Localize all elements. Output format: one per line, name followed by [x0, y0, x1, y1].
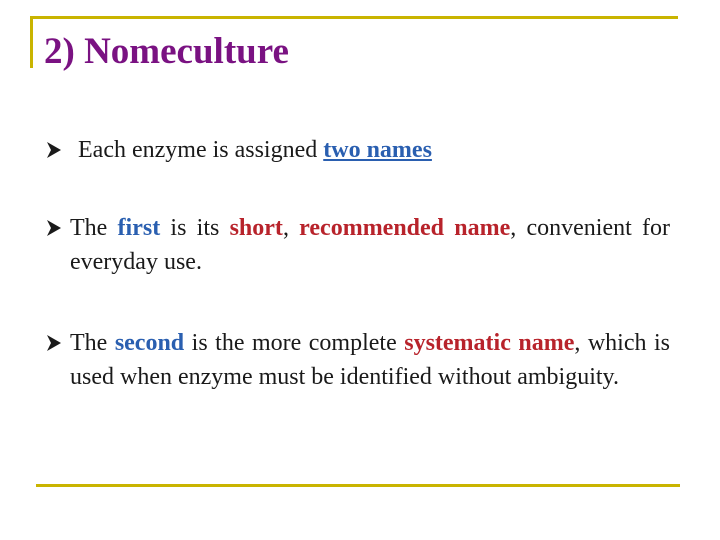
bullet-item	[46, 326, 670, 394]
arrowhead-bullet-icon	[46, 211, 68, 237]
bullet-emphasis-two-names: two names	[323, 137, 432, 163]
bullet-emphasis-second: second	[114, 330, 185, 356]
arrowhead-bullet-icon	[46, 133, 68, 159]
arrowhead-bullet-icon	[46, 326, 68, 352]
bullet-emphasis-short: short	[229, 215, 283, 241]
bullet-text-segment: ,	[282, 215, 300, 241]
bullet-emphasis-systematic-name: systematic name	[404, 330, 575, 356]
left-border-rule	[30, 16, 33, 68]
bullet-text-segment: Each enzyme is assigned	[78, 137, 324, 163]
bullet-text	[46, 133, 670, 167]
bullet-text-segment: , which is used when enzyme must be identified without ambiguity.	[70, 330, 671, 390]
bullet-emphasis-recommended-name: recommended name	[299, 215, 511, 241]
bullet-text	[46, 326, 670, 394]
bullet-text-segment: The	[70, 330, 115, 356]
top-border-rule	[30, 16, 678, 19]
bullet-item	[46, 211, 670, 279]
bullet-item	[46, 133, 670, 167]
bullet-text-segment: , convenient for everyday use.	[70, 215, 671, 275]
bullet-text-segment: The	[70, 215, 118, 241]
bullet-text	[46, 211, 670, 279]
slide-title: 2) Nomeculture	[44, 31, 289, 72]
bullet-text-segment: is its	[160, 215, 230, 241]
bullet-emphasis-first: first	[117, 215, 161, 241]
bottom-border-rule	[36, 484, 680, 487]
bullet-text-segment: is the more complete	[184, 330, 405, 356]
